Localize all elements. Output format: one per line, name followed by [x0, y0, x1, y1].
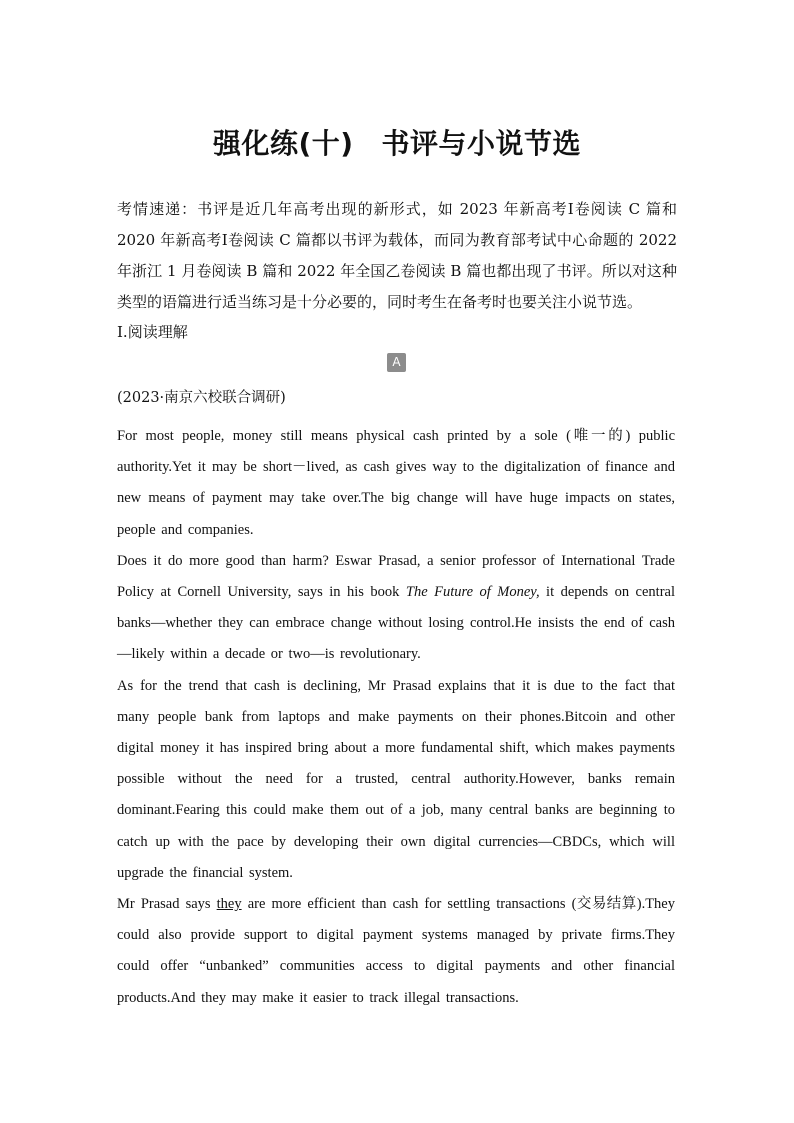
paragraph-3: As for the trend that cash is declining, Mr Prasad explains that it is due to the fact that many people bank from laptops and make payments on their phones.Bitcoin and other digital money it has inspired bring about a more fundamental shift, which makes payments possible without the need for a trusted, central authority.However, banks remain dominant.Fearing this could make them out of a job, many central banks are beginning to catch up with the pace by developing their own digital currencies—CBDCs, which will upgrade the financial system.: [117, 677, 675, 881]
page-title: [0, 122, 794, 162]
section-label: Ⅰ.阅读理解: [117, 323, 188, 341]
paragraph-2-text-b: it depends on central banks—whether they can embrace change without losing control.He insists the end of cash—likely within a decade or two—is revolutionary.: [117, 584, 676, 663]
passage-source: (2023·南京六校联合调研): [117, 390, 286, 406]
title-part-2: 书评与小说节选: [381, 127, 582, 160]
title-part-1: 强化练(十): [212, 127, 354, 160]
book-title: The Future of Money,: [405, 584, 540, 601]
paragraph-2: [117, 546, 675, 671]
paragraph-2-text-a: Does it do more good than harm? Eswar Prasad, a senior professor of International Trade Policy at Cornell University, says in his book: [117, 552, 675, 601]
paragraph-4-text-b: are more efficient than cash for settling transactions (交易结算).They could also provide support to digital payment systems managed by private firms.They could offer “unbanked” communities access to digital payments and other financial products.And they may make it easier to track illegal transactions.: [117, 896, 675, 1006]
paragraph-4: [117, 889, 675, 1014]
passage-badge: A: [387, 353, 406, 372]
underlined-word-they: they: [216, 896, 242, 913]
passage-body: [117, 421, 675, 1014]
paragraph-1: For most people, money still means physical cash printed by a sole (唯一的) public authority.Yet it may be short－lived, as cash gives way to the digitalization of finance and new means of payment may take over.The big change will have huge impacts on states, people and companies.: [117, 428, 675, 538]
exam-intro-paragraph: 考情速递：书评是近几年高考出现的新形式，如 2023 年新高考Ⅰ卷阅读 C 篇和 2020 年新高考Ⅰ卷阅读 C 篇都以书评为载体，而同为教育部考试中心命题的 2022 年浙江 1 月卷阅读 B 篇和 2022 年全国乙卷阅读 B 篇也都出现了书评。所以对这种类型的语篇进行适当练习是十分必要的，同时考生在备考时也要关注小说节选。: [117, 200, 677, 311]
paragraph-4-text-a: Mr Prasad says: [117, 896, 217, 913]
